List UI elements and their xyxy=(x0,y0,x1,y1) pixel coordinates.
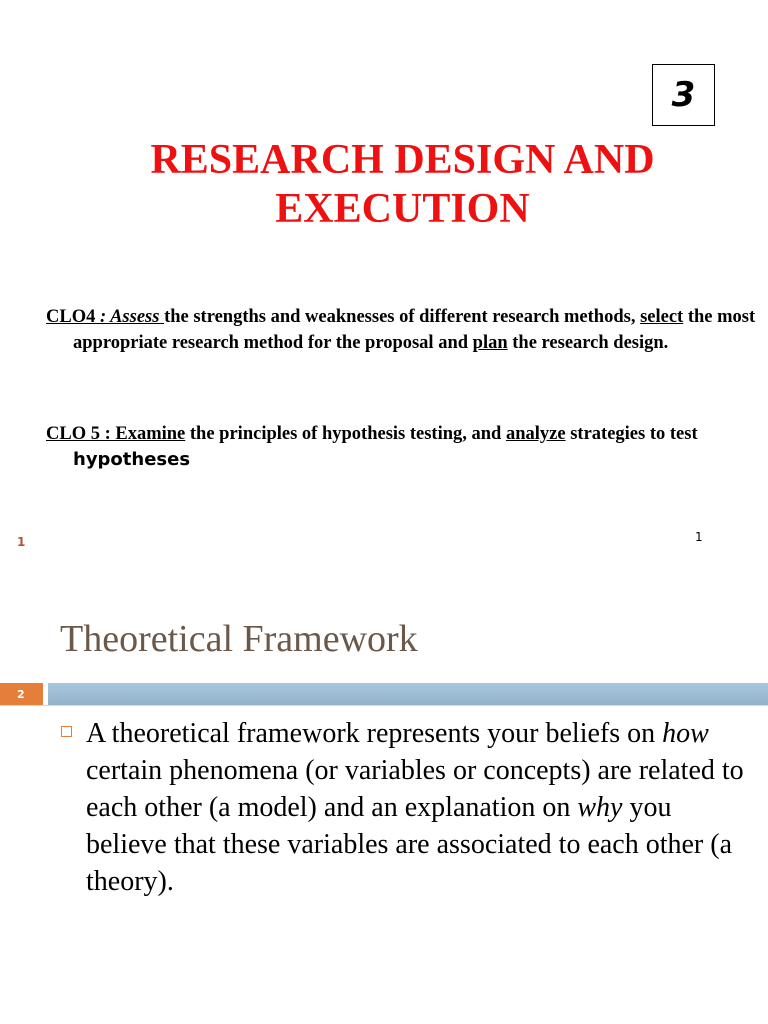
clo4-paragraph xyxy=(46,304,758,356)
bullet-text-1: A theoretical framework represents your beliefs on xyxy=(86,718,663,749)
bullet-text-2: certain phenomena (or variables or concepts) are related to each other (a model) and an explanation on xyxy=(86,755,744,823)
bullet-em-why: why xyxy=(577,792,623,823)
clo4-label: CLO4 xyxy=(46,307,96,327)
square-bullet-icon xyxy=(61,726,72,737)
chapter-number: 3 xyxy=(671,75,696,115)
bullet-text-3: you believe that these variables are associated to each other (a theory). xyxy=(86,792,733,897)
title-line-2: EXECUTION xyxy=(275,186,530,232)
clo4-text-2: the most appropriate research method for the proposal and xyxy=(73,307,756,353)
title-line-1: RESEARCH DESIGN AND xyxy=(150,137,655,183)
slide-2-title: Theoretical Framework xyxy=(60,618,418,660)
clo5-text-1: the principles of hypothesis testing, and xyxy=(185,424,506,444)
bullet-paragraph xyxy=(86,715,746,900)
clo4-verb-select: select xyxy=(640,307,684,327)
header-band xyxy=(48,683,768,705)
header-band-divider xyxy=(0,705,768,706)
clo4-text-1: the strengths and weaknesses of different research methods, xyxy=(164,307,641,327)
chapter-number-box xyxy=(652,64,715,126)
slide-number: 2 xyxy=(17,687,25,701)
clo5-tail: hypotheses xyxy=(73,449,191,470)
clo5-label: CLO 5 : Examine xyxy=(46,424,186,444)
slide-footer-number-right: 1 xyxy=(695,530,703,544)
clo4-verb-plan: plan xyxy=(472,333,508,353)
bullet-em-how: how xyxy=(662,718,709,749)
slide-footer-number-left: 1 xyxy=(17,535,26,549)
clo4-verb-assess: Assess xyxy=(110,307,165,327)
clo5-verb-analyze: analyze xyxy=(505,424,566,444)
clo5-text-2: strategies to test xyxy=(565,424,698,444)
clo4-text-3: the research design. xyxy=(507,333,669,353)
clo4-sep: : xyxy=(95,307,111,327)
clo5-paragraph xyxy=(46,421,758,473)
slide-2 xyxy=(0,576,768,1024)
slide-title xyxy=(40,136,765,234)
slide-number-badge xyxy=(0,683,43,705)
